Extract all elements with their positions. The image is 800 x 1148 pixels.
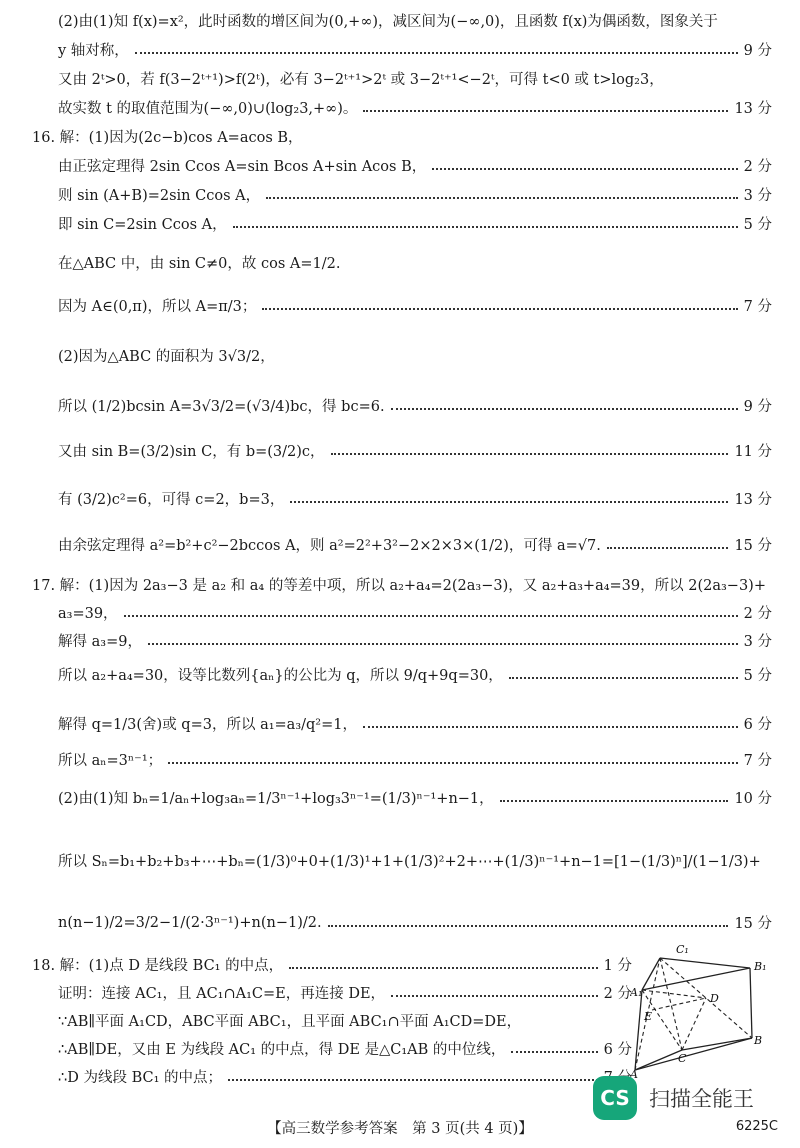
score-label: 1 分: [603, 958, 632, 974]
line-text: 故实数 t 的取值范围为(−∞,0)∪(log₂3,+∞)。: [58, 101, 358, 117]
solution-line: [58, 440, 772, 461]
line-text: 由余弦定理得 a²=b²+c²−2bccos A，则 a²=2²+3²−2×2×3×(1/2)，可得 a=√7.: [58, 538, 601, 554]
dot-leader: [391, 995, 598, 997]
line-text: 所以 aₙ=3ⁿ⁻¹；: [58, 753, 163, 769]
solution-line: [58, 213, 772, 234]
line-text: 在△ABC 中，由 sin C≠0，故 cos A=1/2.: [58, 256, 341, 272]
page-footer: 【高三数学参考答案 第 3 页(共 4 页)】: [267, 1121, 533, 1137]
line-text: ∴D 为线段 BC₁ 的中点；: [58, 1070, 223, 1086]
solution-line: [58, 155, 772, 176]
solution-line: [58, 345, 772, 366]
line-text: 解得 q=1/3(舍)或 q=3，所以 a₁=a₃/q²=1，: [58, 717, 357, 733]
score-label: 2 分: [603, 986, 632, 1002]
line-text: 所以 a₂+a₄=30，设等比数列{aₙ}的公比为 q，所以 9/q+9q=30，: [58, 668, 503, 684]
score-label: 11 分: [734, 444, 772, 460]
score-label: 9 分: [743, 43, 772, 59]
solution-line: [32, 954, 632, 975]
line-text: (2)因为△ABC 的面积为 3√3/2，: [58, 349, 275, 365]
dot-leader: [509, 677, 738, 679]
line-text: 即 sin C=2sin Ccos A，: [58, 217, 227, 233]
solution-line: [58, 97, 772, 118]
score-label: 5 分: [743, 668, 772, 684]
score-label: 5 分: [743, 217, 772, 233]
solution-line: [58, 395, 772, 416]
dot-leader: [148, 643, 738, 645]
dot-leader: [511, 1051, 597, 1053]
line-text: 18. 解：(1)点 D 是线段 BC₁ 的中点，: [32, 958, 284, 974]
line-text: 17. 解：(1)因为 2a₃−3 是 a₂ 和 a₄ 的等差中项，所以 a₂+a₄=2(2a₃−3)，又 a₂+a₃+a₄=39，所以 2(2a₃−3)+: [32, 578, 766, 594]
score-label: 7 分: [743, 299, 772, 315]
line-text: y 轴对称，: [58, 43, 129, 59]
camscanner-logo-icon: CS: [593, 1076, 637, 1120]
solution-line: [58, 10, 772, 31]
line-text: 因为 A∈(0,π)，所以 A=π/3；: [58, 299, 257, 315]
line-text: 又由 2ᵗ>0，若 f(3−2ᵗ⁺¹)>f(2ᵗ)，必有 3−2ᵗ⁺¹>2ᵗ 或 3−2ᵗ⁺¹<−2ᵗ，可得 t<0 或 t>log₂3，: [58, 72, 664, 88]
score-label: 9 分: [743, 399, 772, 415]
line-text: 又由 sin B=(3/2)sin C，有 b=(3/2)c，: [58, 444, 325, 460]
solution-line: [58, 912, 772, 933]
dot-leader: [266, 197, 738, 199]
dot-leader: [228, 1079, 598, 1081]
dot-leader: [363, 110, 728, 112]
score-label: 15 分: [734, 916, 772, 932]
line-text: 由正弦定理得 2sin Ccos A=sin Bcos A+sin Acos B，: [58, 159, 427, 175]
line-text: 证明：连接 AC₁，且 AC₁∩A₁C=E，再连接 DE，: [58, 986, 386, 1002]
line-text: 解得 a₃=9，: [58, 634, 142, 650]
solution-line: [58, 252, 772, 273]
solution-line: [58, 713, 772, 734]
solution-line: [58, 850, 772, 871]
dot-leader: [391, 408, 738, 410]
line-text: 则 sin (A+B)=2sin Ccos A，: [58, 188, 261, 204]
solution-line: [58, 664, 772, 685]
score-label: 2 分: [743, 159, 772, 175]
camscanner-name: 扫描全能王: [649, 1087, 754, 1111]
score-label: 3 分: [743, 188, 772, 204]
label-d: D: [710, 992, 719, 1005]
solution-line: [58, 630, 772, 651]
dot-leader: [233, 226, 738, 228]
line-text: ∵AB∥平面 A₁CD，ABC平面 ABC₁，且平面 ABC₁∩平面 A₁CD=DE，: [58, 1014, 522, 1030]
solution-line: [58, 39, 772, 60]
label-b: B: [754, 1034, 763, 1047]
solution-line: [58, 1066, 632, 1087]
solution-line: [58, 295, 772, 316]
label-a1: A₁: [630, 986, 643, 999]
line-text: ∴AB∥DE，又由 E 为线段 AC₁ 的中点，得 DE 是△C₁AB 的中位线，: [58, 1042, 506, 1058]
solution-line: [58, 1038, 632, 1059]
score-label: 6 分: [603, 1042, 632, 1058]
dot-leader: [124, 615, 738, 617]
label-a: A: [630, 1068, 638, 1078]
prism-diagram: [630, 938, 770, 1078]
line-text: 所以 (1/2)bcsin A=3√3/2=(√3/4)bc，得 bc=6.: [58, 399, 385, 415]
score-label: 13 分: [734, 492, 772, 508]
line-text: 16. 解：(1)因为(2c−b)cos A=acos B，: [32, 130, 303, 146]
solution-line: [58, 982, 632, 1003]
dot-leader: [331, 453, 729, 455]
dot-leader: [607, 547, 729, 549]
dot-leader: [168, 762, 738, 764]
dot-leader: [363, 726, 738, 728]
dot-leader: [328, 925, 729, 927]
document-code: 6225C: [735, 1119, 778, 1134]
dot-leader: [500, 800, 729, 802]
solution-line: [58, 68, 772, 89]
solution-line: [58, 184, 772, 205]
dot-leader: [290, 501, 728, 503]
score-label: 3 分: [743, 634, 772, 650]
label-c: C: [678, 1052, 687, 1065]
dot-leader: [432, 168, 737, 170]
solution-line: [58, 749, 772, 770]
line-text: 所以 Sₙ=b₁+b₂+b₃+⋯+bₙ=(1/3)⁰+0+(1/3)¹+1+(1/3)²+2+⋯+(1/3)ⁿ⁻¹+n−1=[1−(1/3)ⁿ]/(1−1/3)+: [58, 854, 761, 870]
dot-leader: [262, 308, 737, 310]
solution-line: [58, 602, 772, 623]
dot-leader: [289, 967, 598, 969]
label-b1: B₁: [754, 960, 767, 973]
solution-line: [58, 1010, 632, 1031]
label-e: E: [644, 1010, 653, 1023]
line-text: n(n−1)/2=3/2−1/(2·3ⁿ⁻¹)+n(n−1)/2.: [58, 914, 322, 931]
score-label: 2 分: [743, 606, 772, 622]
solution-line: [58, 488, 772, 509]
line-text: (2)由(1)知 bₙ=1/aₙ+log₃aₙ=1/3ⁿ⁻¹+log₃3ⁿ⁻¹=(1/3)ⁿ⁻¹+n−1，: [58, 791, 494, 807]
solution-line: [32, 574, 772, 595]
score-label: 7 分: [743, 753, 772, 769]
solution-line: [58, 534, 772, 555]
line-text: 有 (3/2)c²=6，可得 c=2，b=3，: [58, 492, 285, 508]
solution-line: [58, 787, 772, 808]
score-label: 10 分: [734, 791, 772, 807]
label-c1: C₁: [676, 943, 689, 956]
line-text: (2)由(1)知 f(x)=x²，此时函数的增区间为(0,+∞)，减区间为(−∞,0)，且函数 f(x)为偶函数，图象关于: [58, 14, 718, 30]
score-label: 13 分: [734, 101, 772, 117]
score-label: 6 分: [743, 717, 772, 733]
score-label: 15 分: [734, 538, 772, 554]
solution-line: [32, 126, 772, 147]
dot-leader: [135, 52, 738, 54]
line-text: a₃=39，: [58, 606, 118, 622]
